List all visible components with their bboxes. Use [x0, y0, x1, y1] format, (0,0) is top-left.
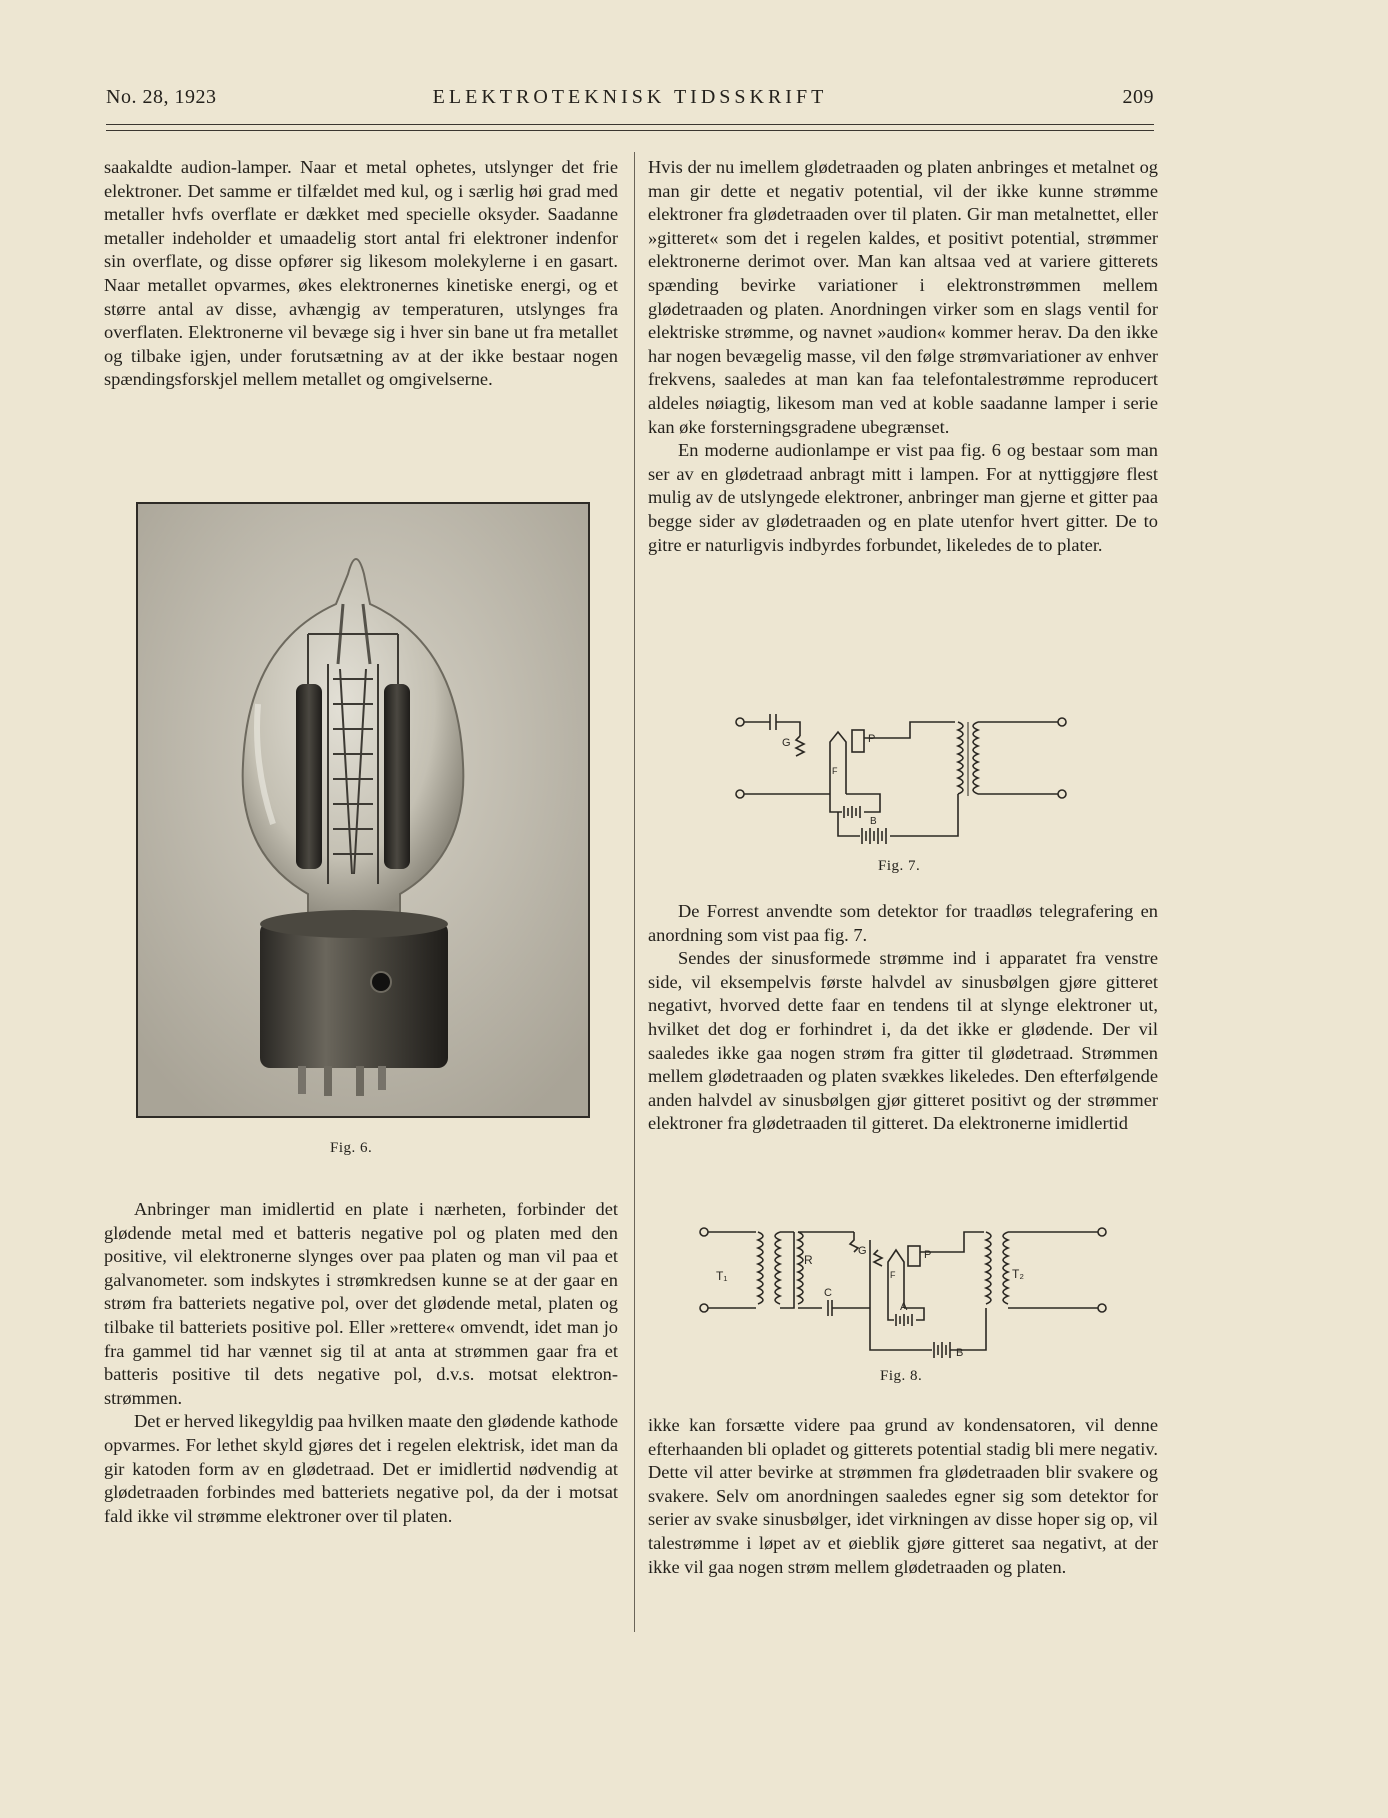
fig8-caption: Fig. 8.	[880, 1368, 923, 1384]
fig7-label-battery: B	[870, 816, 877, 827]
fig8-label-battery-a: A	[900, 1301, 908, 1313]
fig7-caption: Fig. 7.	[878, 858, 921, 874]
paragraph: saakaldte audion-lamper. Naar et metal ophetes, utslynger det frie elektroner. Det samme er tilfældet med kul, og i særlig høi grad med metaller hvfs overflate er dækket med specielle oksyder. Saadanne metaller indeholder et umaadelig stort antal fri elektroner indenfor sin overflate, og disse opfører sig likesom molekylerne i en gasart. Naar metallet opvarmes, økes elektronernes kinetiske energi, og et større antal av disse, avhængig av temperaturen, utslynges fra overflaten. Elektronerne vil bevæge sig i hver sin bane ut fra metallet og tilbake igjen, under forutsætning av at der ikke bestaar nogen spændingsforskjel mellem metallet og omgivelserne.	[104, 157, 618, 390]
fig7-label-filament: F	[832, 766, 838, 776]
fig8-label-plate: P	[924, 1249, 932, 1261]
paragraph: Hvis der nu imellem glødetraaden og platen anbringes et metalnet og man gir dette et negativ potential, vil der ikke kunne strømme elektroner fra glødetraaden over til platen. Gir man metalnettet, eller »gitteret« som det i regelen kaldes, et positivt potential, strømmer elektronerne derimot over. Man kan altsaa ved at variere gitterets spænding bevirke variationer i elektronstrømmen mellem glødetraaden og platen. Anordningen virker som en slags ventil for elektriske strømme, og navnet »audion« kommer herav. Da den ikke har nogen bevægelig masse, vil den følge strømvariationer av enhver frekvens, saaledes at man kan faa telefontalestrømme reproducert aldeles nøiagtig, likesom man ved at koble saadanne lamper i serie kan øke forsterningsgradene ubegrænset.	[648, 157, 1158, 437]
paragraph: De Forrest anvendte som detektor for traadløs telegrafering en anordning som vist paa fig. 7.	[648, 901, 1158, 945]
paragraph: Sendes der sinusformede strømme ind i apparatet fra venstre side, vil eksempelvis første halvdel av sinusbølgen gjøre gitteret negativt, hvorved dette faar en tendens til at slynge elektroner ut, hvilket det dog er forhindret i, da det ikke er glødende. Der vil saaledes ikke gaa nogen strøm fra gitter til glødetraad. Strømmen mellem glødetraaden og platen svækkes likeledes. Den efterfølgende anden halvdel av sinusbølgen gjør gitteret positivt og der strømmer elektroner fra glødetraaden til gitteret. Da elektronerne imidlertid	[648, 948, 1158, 1134]
fig6-caption: Fig. 6.	[330, 1140, 373, 1156]
fig8-label-t1: T₁	[716, 1269, 728, 1283]
left-column-top	[104, 156, 618, 392]
fig8-label-t2: T₂	[1012, 1267, 1024, 1281]
fig6-photo	[136, 502, 590, 1118]
fig7-label-grid: G	[782, 737, 791, 749]
fig8-label-resistor: R	[804, 1253, 813, 1267]
right-column-top	[648, 156, 1158, 557]
audion-lamp-photo	[138, 504, 588, 1116]
left-column-bottom	[104, 1198, 618, 1528]
header-rule-bottom	[106, 130, 1154, 131]
right-column-bottom	[648, 1414, 1158, 1579]
fig7-diagram	[730, 702, 1080, 858]
paragraph: En moderne audionlampe er vist paa fig. 6 og bestaar som man ser av en glødetraad anbragt mitt i lampen. For at nyttiggjøre flest mulig av de utslyngede elektroner, anbringer man gjerne et gitter paa begge sider av glødetraaden og en plate utenfor hvert gitter. De to gitre er naturligvis indbyrdes forbundet, likeledes de to plater.	[648, 440, 1158, 555]
journal-title: ELEKTROTEKNISK TIDSSKRIFT	[432, 86, 828, 108]
page-number: 209	[1122, 86, 1154, 108]
paragraph: Anbringer man imidlertid en plate i nærheten, forbinder det glødende metal med et batteris negative pol og platen med den positive, vil elektronerne slynges over paa platen og man vil paa et galvanometer. som indskytes i strømkredsen kunne se at der gaar en strøm fra batteriets negative pol, over det glødende metal, platen og tilbake til batteriets positive pol. Eller »rettere« omvendt, idet man jo fra gammel tid har vænnet sig til at anta at strømmen gaar fra et batteris positive til dets negative pol, d.v.s. motsat elektron-strømmen.	[104, 1199, 618, 1408]
right-column-middle	[648, 900, 1158, 1136]
fig8-label-condenser: C	[824, 1287, 832, 1299]
column-divider	[634, 152, 635, 1632]
issue-number: No. 28, 1923	[106, 86, 217, 108]
fig8-label-grid: G	[858, 1245, 867, 1257]
fig7-label-plate: P	[868, 733, 876, 745]
header-rule-top	[106, 124, 1154, 125]
fig8-label-battery-b: B	[956, 1347, 964, 1359]
paragraph: ikke kan forsætte videre paa grund av kondensatoren, vil denne efterhaanden bli opladet og gitterets potential stadig bli mere negativ. Dette vil atter bevirke at strømmen fra glødetraaden blir svakere og svakere. Selv om anordningen saaledes egner sig som detektor for serier av svake sinusbølger, idet virkningen av disse hoper sig op, vil talestrømme i løpet av et øieblik gjøre gitteret saa negativt, at der ikke vil gaa nogen strøm mellem glødetraaden og platen.	[648, 1415, 1158, 1577]
paragraph: Det er herved likegyldig paa hvilken maate den glødende kathode opvarmes. For lethet skyld gjøres det i regelen elektrisk, idet man da gir katoden form av en glødetraad. Det er imidlertid nødvendig at glødetraaden forbindes med batteriets negative pol, da der i motsat fald ikke vil strømme elektroner over til platen.	[104, 1411, 618, 1526]
fig8-label-filament: F	[890, 1270, 896, 1280]
page-header	[106, 86, 1154, 116]
fig8-diagram	[694, 1220, 1114, 1368]
